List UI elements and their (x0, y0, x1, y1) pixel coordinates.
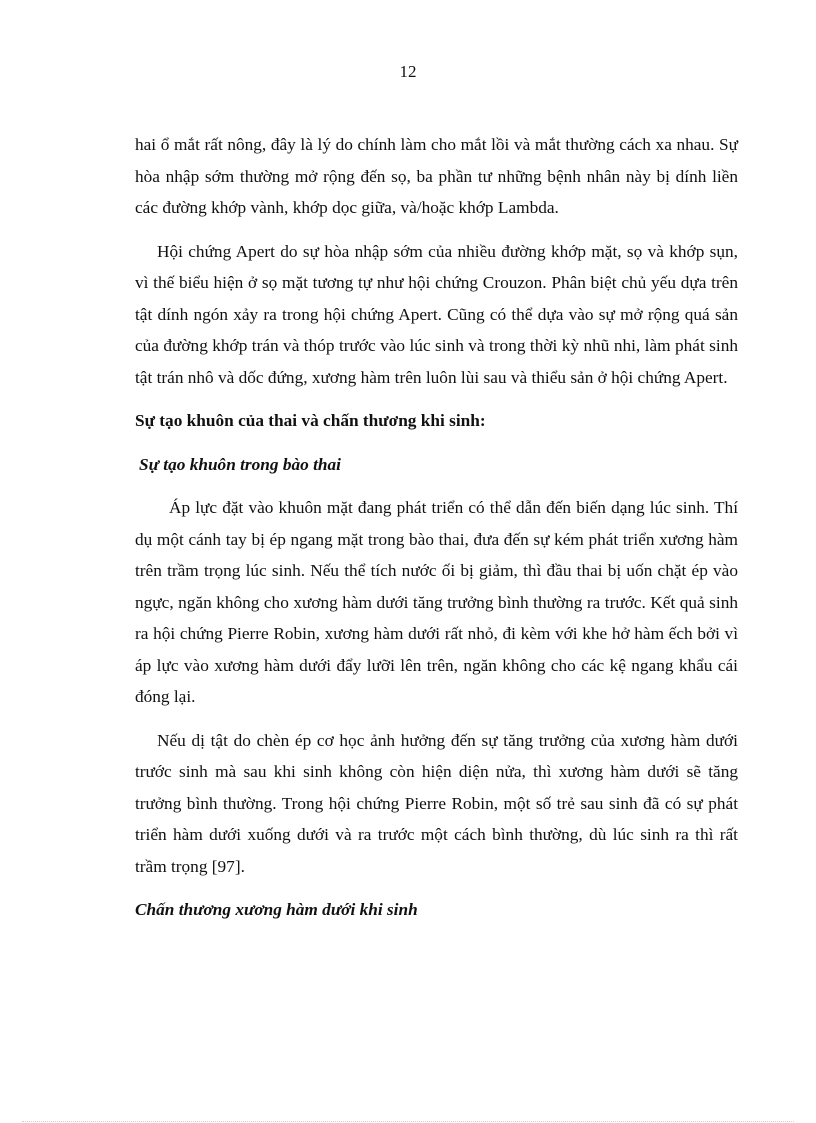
paragraph-4: Nếu dị tật do chèn ép cơ học ảnh hưởng đến sự tăng trưởng của xương hàm dưới trước sinh mà sau khi sinh không còn hiện diện nửa, thì xương hàm dưới sẽ tăng trưởng bình thường. Trong hội chứng Pierre Robin, một số trẻ sau sinh đã có sự phát triển hàm dưới xuống dưới và ra trước một cách bình thường, dù lúc sinh ra thì rất trầm trọng [97]. (135, 730, 738, 876)
page-number: 12 (399, 62, 417, 81)
document-body (135, 129, 738, 938)
paragraph-3: Áp lực đặt vào khuôn mặt đang phát triển có thể dẫn đến biến dạng lúc sinh. Thí dụ một cánh tay bị ép ngang mặt trong bào thai, đưa đến sự kém phát triển xương hàm trên trầm trọng lúc sinh. Nếu thể tích nước ối bị giảm, thì đầu thai bị uốn chặt ép vào ngực, ngăn không cho xương hàm dưới tăng trưởng bình thường ra trước. Kết quả sinh ra hội chứng Pierre Robin, xương hàm dưới rất nhỏ, đi kèm với khe hở hàm ếch bởi vì áp lực vào xương hàm dưới đẩy lưỡi lên trên, ngăn không cho các kệ ngang khẩu cái đóng lại. (135, 498, 738, 706)
page-bottom-divider (22, 1121, 794, 1122)
paragraph-2: Hội chứng Apert do sự hòa nhập sớm của nhiều đường khớp mặt, sọ và khớp sụn, vì thế biểu hiện ở sọ mặt tương tự như hội chứng Crouzon. Phân biệt chủ yếu dựa trên tật dính ngón xảy ra trong hội chứng Apert. Cũng có thể dựa vào sự mở rộng quá sản của đường khớp trán và thóp trước vào lúc sinh và trong thời kỳ nhũ nhi, làm phát sinh tật trán nhô và dốc đứng, xương hàm trên luôn lùi sau và thiểu sản ở hội chứng Apert. (135, 241, 738, 387)
section-heading: Sự tạo khuôn của thai và chấn thương khi sinh: (135, 411, 486, 430)
paragraph-1: hai ổ mắt rất nông, đây là lý do chính làm cho mắt lồi và mắt thường cách xa nhau. Sự hòa nhập sớm thường mở rộng đến sọ, ba phần tư những bệnh nhân này bị dính liền các đường khớp vành, khớp dọc giữa, và/hoặc khớp Lambda. (135, 135, 738, 217)
subsection-heading-intrauterine: Sự tạo khuôn trong bào thai (139, 454, 341, 474)
subsection-heading-birth-trauma: Chấn thương xương hàm dưới khi sinh (135, 900, 418, 919)
